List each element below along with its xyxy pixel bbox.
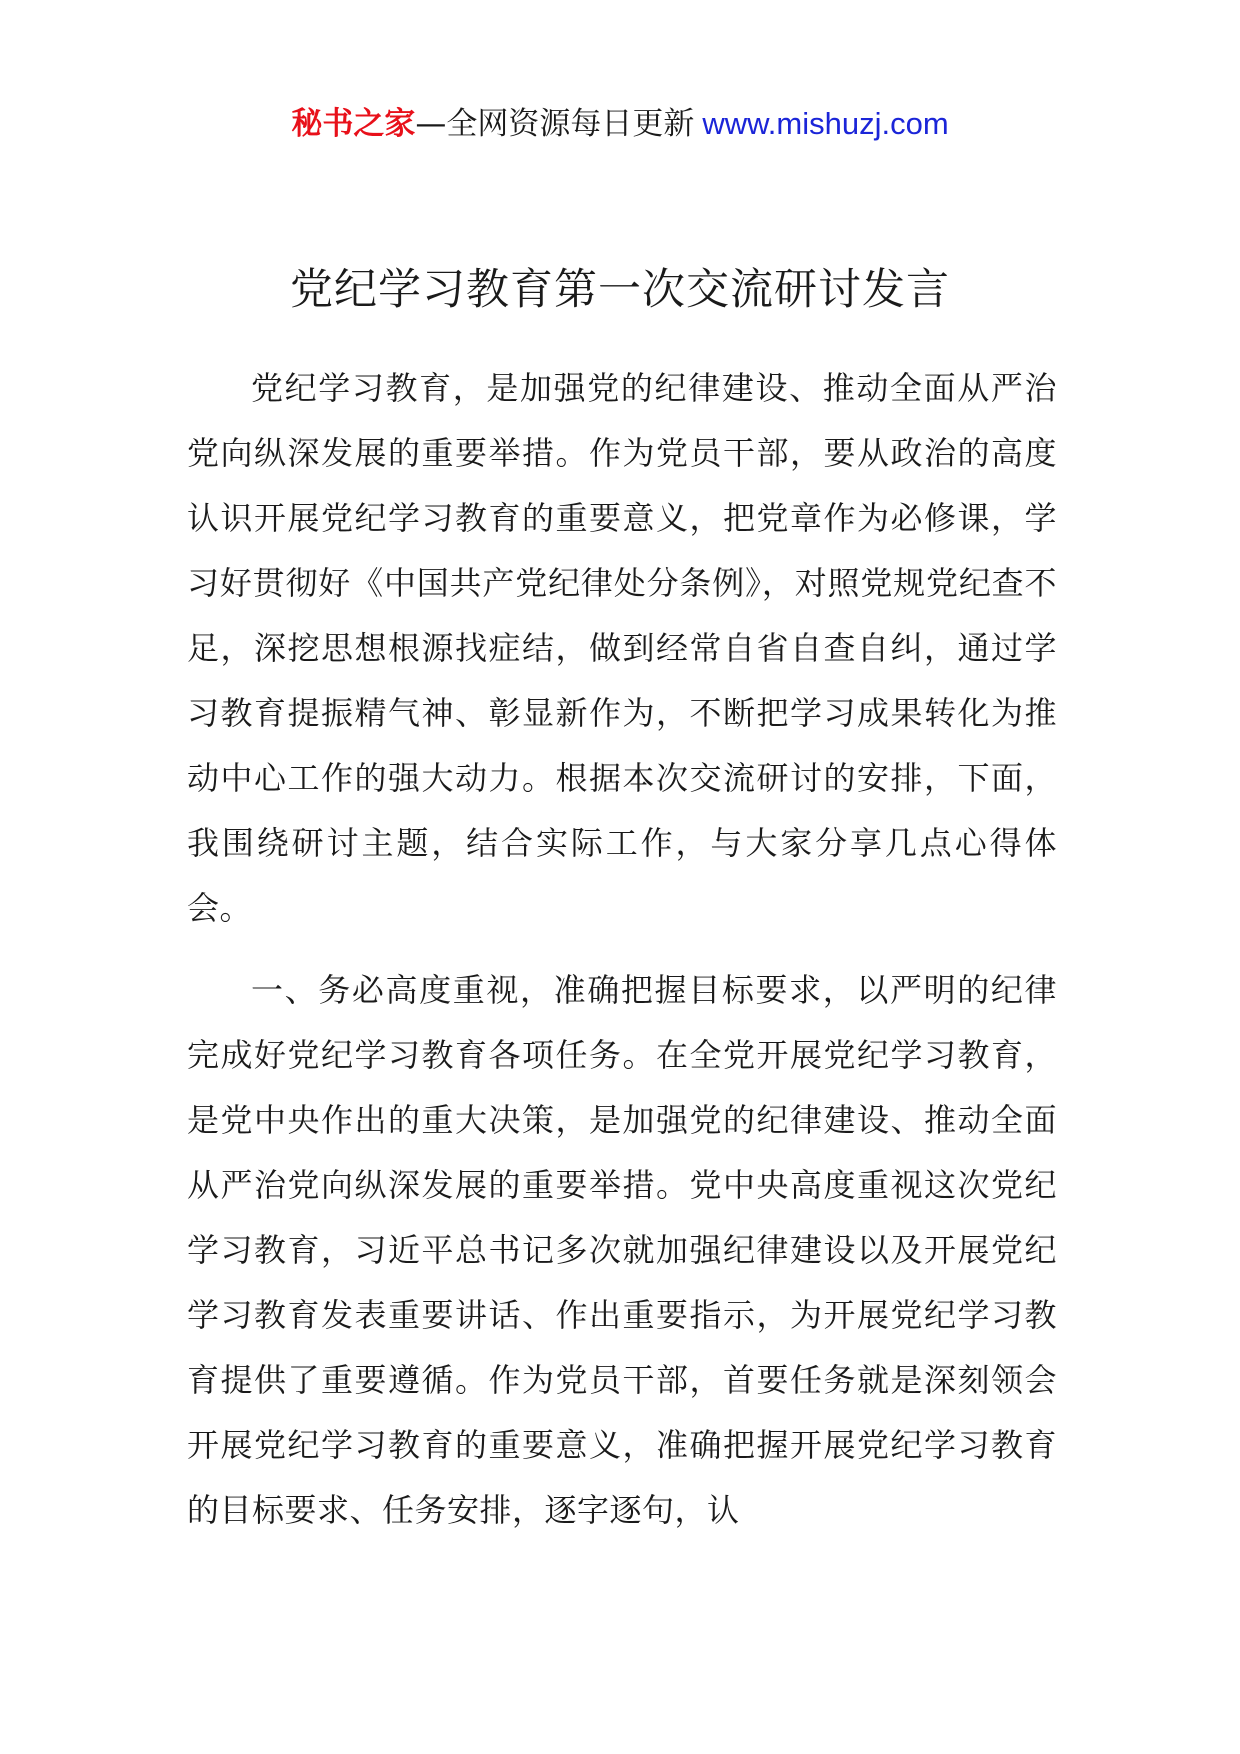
site-header xyxy=(0,100,1240,148)
site-slogan: —全网资源每日更新 xyxy=(415,106,695,142)
document-title: 党纪学习教育第一次交流研讨发言 xyxy=(290,265,950,315)
body-paragraph-section-1: 一、务必高度重视，准确把握目标要求，以严明的纪律完成好党纪学习教育各项任务。在全党开展党纪学习教育，是党中央作出的重大决策，是加强党的纪律建设、推动全面从严治党向纵深发展的重要举措。党中央高度重视这次党纪学习教育，习近平总书记多次就加强纪律建设以及开展党纪学习教育发表重要讲话、作出重要指示，为开展党纪学习教育提供了重要遵循。作为党员干部，首要任务就是深刻领会开展党纪学习教育的重要意义，准确把握开展党纪学习教育的目标要求、任务安排，逐字逐句，认 xyxy=(187,971,1057,1529)
body-paragraph-intro: 党纪学习教育，是加强党的纪律建设、推动全面从严治党向纵深发展的重要举措。作为党员干部，要从政治的高度认识开展党纪学习教育的重要意义，把党章作为必修课，学习好贯彻好《中国共产党纪律处分条例》，对照党规党纪查不足，深挖思想根源找症结，做到经常自省自查自纠，通过学习教育提振精气神、彰显新作为，不断把学习成果转化为推动中心工作的强大动力。根据本次交流研讨的安排，下面，我围绕研讨主题，结合实际工作，与大家分享几点心得体会。 xyxy=(187,369,1057,927)
site-url-link[interactable]: www.mishuzj.com xyxy=(702,106,949,141)
site-brand: 秘书之家 xyxy=(291,106,416,142)
document-body xyxy=(187,356,1057,1543)
